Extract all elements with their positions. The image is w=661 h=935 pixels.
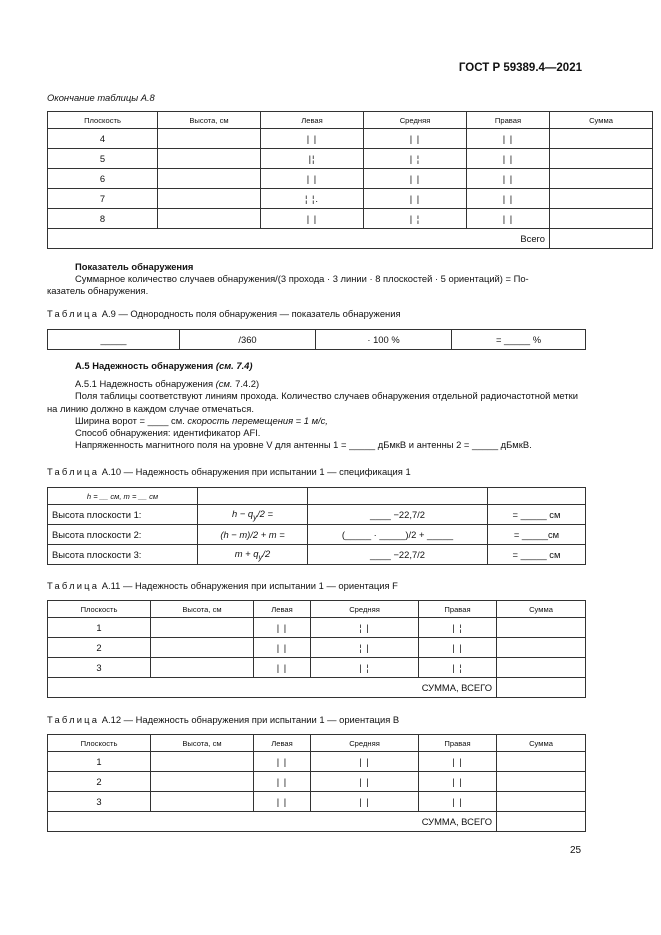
subsection-a51	[47, 378, 613, 391]
formula-text: (h − m)/2 + m =	[220, 529, 285, 540]
sum-cell	[497, 618, 586, 638]
result-cell: = _____см	[488, 525, 586, 545]
col-height: Высота, см	[151, 601, 254, 618]
col-middle: Средняя	[364, 112, 467, 129]
subsection-text: А.5.1 Надежность обнаружения	[75, 378, 216, 389]
subsection-ref-num: 7.4.2)	[232, 378, 260, 389]
sum-cell	[550, 149, 653, 169]
divisor-cell: /360	[180, 330, 316, 350]
tally-left: | |	[254, 752, 311, 772]
heading-ref: (см. 7.4)	[215, 360, 253, 371]
table-row	[48, 752, 586, 772]
plane-cell: 2	[48, 772, 151, 792]
total-row	[48, 812, 586, 832]
gate-width-text: Ширина ворот = ____ см.	[75, 415, 188, 426]
calc-cell: ____ −22,7/2	[308, 545, 488, 565]
tally-middle: | |	[311, 792, 419, 812]
count-cell: _____	[48, 330, 180, 350]
plane-cell: 3	[48, 792, 151, 812]
plane-cell: 8	[48, 209, 158, 229]
sum-cell	[497, 772, 586, 792]
col-right: Правая	[419, 735, 497, 752]
plane-cell: 7	[48, 189, 158, 209]
col-plane: Плоскость	[48, 112, 158, 129]
formula-text: m + q	[234, 547, 259, 559]
table-a12-caption	[47, 714, 399, 725]
formula-cell	[198, 525, 308, 545]
sum-cell	[497, 752, 586, 772]
subsection-ref: (см.	[215, 378, 233, 389]
tally-right: | |	[419, 752, 497, 772]
tally-left: | |	[254, 772, 311, 792]
total-label: СУММА, ВСЕГО	[48, 678, 497, 698]
plane-cell: 1	[48, 752, 151, 772]
height-cell	[158, 189, 261, 209]
indicator-heading: Показатель обнаружения	[75, 261, 194, 272]
height-cell	[151, 638, 254, 658]
height-cell	[158, 129, 261, 149]
sum-cell	[550, 129, 653, 149]
tally-middle: | |	[311, 752, 419, 772]
tally-middle: | |	[364, 129, 467, 149]
tally-left: |¦	[261, 149, 364, 169]
table-a10	[47, 487, 586, 565]
caption-text: А.9 — Однородность поля обнаружения — показатель обнаружения	[99, 308, 401, 319]
tally-right: | |	[467, 149, 550, 169]
tally-right: | |	[419, 638, 497, 658]
caption-text: А.12 — Надежность обнаружения при испытании 1 — ориентация B	[99, 714, 400, 725]
dimensions-header: h = __ см, m = __ см	[48, 488, 198, 505]
col-left: Левая	[254, 735, 311, 752]
plane-label: Высота плоскости 3:	[48, 545, 198, 565]
result-cell: = _____ %	[452, 330, 586, 350]
table-a12	[47, 734, 586, 832]
table-a9-caption	[47, 308, 401, 319]
table-row	[48, 792, 586, 812]
table-row	[48, 330, 586, 350]
height-cell	[151, 792, 254, 812]
height-cell	[151, 618, 254, 638]
calc-cell: (_____ · _____)/2 + _____	[308, 525, 488, 545]
height-cell	[151, 752, 254, 772]
sum-cell	[550, 189, 653, 209]
col-height: Высота, см	[151, 735, 254, 752]
tally-right: | |	[467, 189, 550, 209]
document-code: ГОСТ Р 59389.4—2021	[458, 62, 582, 74]
table-word: Таблица	[47, 714, 100, 725]
total-row	[48, 678, 586, 698]
col-middle: Средняя	[311, 735, 419, 752]
tally-left: | |	[254, 792, 311, 812]
col-height: Высота, см	[158, 112, 261, 129]
tally-right: | |	[467, 209, 550, 229]
total-sum-cell	[497, 812, 586, 832]
empty-header-cell	[308, 488, 488, 505]
table-row	[48, 772, 586, 792]
height-cell	[151, 658, 254, 678]
formula-sub: y	[253, 512, 258, 522]
table-row	[48, 658, 586, 678]
tally-middle: | |	[364, 189, 467, 209]
formula-tail: /2	[262, 547, 271, 559]
col-sum: Сумма	[550, 112, 653, 129]
table-header-row	[48, 601, 586, 618]
plane-cell: 2	[48, 638, 151, 658]
col-middle: Средняя	[311, 601, 419, 618]
plane-label: Высота плоскости 1:	[48, 505, 198, 525]
plane-cell: 5	[48, 149, 158, 169]
formula-cell	[198, 545, 308, 565]
caption-text: А.11 — Надежность обнаружения при испытании 1 — ориентация F	[99, 580, 398, 591]
percent-cell: · 100 %	[316, 330, 452, 350]
table-row	[48, 505, 586, 525]
col-left: Левая	[254, 601, 311, 618]
tally-left: | |	[254, 618, 311, 638]
tally-middle: | |	[311, 772, 419, 792]
table-a11	[47, 600, 586, 698]
tally-left: ¦ ¦.	[261, 189, 364, 209]
tally-middle: ¦ |	[311, 638, 419, 658]
sum-cell	[497, 638, 586, 658]
calc-cell: ____ −22,7/2	[308, 505, 488, 525]
sum-cell	[550, 209, 653, 229]
table-word: Таблица	[47, 580, 100, 591]
col-left: Левая	[261, 112, 364, 129]
table-header-row	[48, 112, 653, 129]
table-row	[48, 618, 586, 638]
table-word: Таблица	[47, 466, 100, 477]
sum-cell	[497, 792, 586, 812]
table-row	[48, 149, 653, 169]
table-row	[48, 525, 586, 545]
total-label: Всего	[48, 229, 550, 249]
table-header-row	[48, 735, 586, 752]
heading-text: А.5 Надежность обнаружения	[75, 360, 216, 371]
table-row	[48, 189, 653, 209]
speed-text: скорость перемещения = 1 м/с,	[187, 415, 328, 426]
table-a9	[47, 329, 586, 350]
table-word: Таблица	[47, 308, 100, 319]
table-row	[48, 169, 653, 189]
height-cell	[151, 772, 254, 792]
sum-cell	[550, 169, 653, 189]
tally-left: | |	[254, 658, 311, 678]
field-strength-line: Напряженность магнитного поля на уровне V для антенны 1 = _____ дБмкВ и антенны 2 = _____ дБмкВ.	[75, 439, 532, 450]
result-cell: = _____ см	[488, 545, 586, 565]
empty-header-cell	[198, 488, 308, 505]
tally-right: | |	[419, 772, 497, 792]
result-cell: = _____ см	[488, 505, 586, 525]
table-a10-caption	[47, 466, 411, 477]
tally-middle: | ¦	[364, 209, 467, 229]
tally-right: | ¦	[419, 658, 497, 678]
formula-sub: y	[258, 552, 263, 562]
caption-text: А.10 — Надежность обнаружения при испытании 1 — спецификация 1	[99, 466, 411, 477]
col-right: Правая	[419, 601, 497, 618]
col-plane: Плоскость	[48, 735, 151, 752]
total-sum-cell	[497, 678, 586, 698]
col-plane: Плоскость	[48, 601, 151, 618]
tally-right: | |	[467, 129, 550, 149]
height-cell	[158, 169, 261, 189]
col-sum: Сумма	[497, 601, 586, 618]
plane-cell: 6	[48, 169, 158, 189]
total-sum-cell	[550, 229, 653, 249]
col-right: Правая	[467, 112, 550, 129]
table-a8	[47, 111, 653, 249]
tally-left: | |	[261, 129, 364, 149]
plane-cell: 4	[48, 129, 158, 149]
paragraph-fields: Поля таблицы соответствуют линиям прохода. Количество случаев обнаружения отдельной радиочастотной метки на линию должно в каждом случае отмечаться.	[47, 390, 578, 414]
table-row	[48, 545, 586, 565]
table-row	[48, 638, 586, 658]
formula-text: h − q	[232, 507, 254, 519]
table-row	[48, 209, 653, 229]
tally-middle: ¦ |	[311, 618, 419, 638]
tally-left: | |	[261, 209, 364, 229]
plane-label: Высота плоскости 2:	[48, 525, 198, 545]
empty-header-cell	[488, 488, 586, 505]
indicator-text-line2: казатель обнаружения.	[47, 285, 149, 296]
tally-middle: | ¦	[311, 658, 419, 678]
formula-cell	[198, 505, 308, 525]
section-a5-heading	[47, 360, 613, 373]
sum-cell	[497, 658, 586, 678]
table-header-row	[48, 488, 586, 505]
page-number: 25	[570, 845, 582, 856]
tally-right: | |	[467, 169, 550, 189]
col-sum: Сумма	[497, 735, 586, 752]
table-a8-caption: Окончание таблицы А.8	[47, 92, 155, 103]
gate-width-line	[47, 415, 613, 428]
total-label: СУММА, ВСЕГО	[48, 812, 497, 832]
height-cell	[158, 209, 261, 229]
tally-right: | |	[419, 792, 497, 812]
table-a11-caption	[47, 580, 398, 591]
total-row	[48, 229, 653, 249]
formula-tail: /2 =	[257, 507, 273, 519]
tally-left: | |	[254, 638, 311, 658]
detection-method-line: Способ обнаружения: идентификатор AFI.	[75, 427, 261, 438]
indicator-text-line1: Суммарное количество случаев обнаружения/(3 прохода · 3 линии · 8 плоскостей · 5 ориентаций) = По-	[75, 273, 529, 284]
plane-cell: 3	[48, 658, 151, 678]
table-row	[48, 129, 653, 149]
tally-middle: | |	[364, 169, 467, 189]
height-cell	[158, 149, 261, 169]
tally-left: | |	[261, 169, 364, 189]
plane-cell: 1	[48, 618, 151, 638]
tally-right: | ¦	[419, 618, 497, 638]
tally-middle: | ¦	[364, 149, 467, 169]
